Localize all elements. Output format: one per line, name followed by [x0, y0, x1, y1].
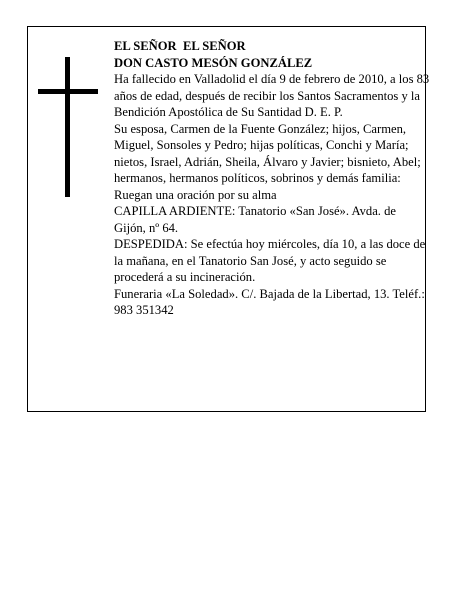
funeral-home-paragraph: Funeraria «La Soledad». C/. Bajada de la Libertad, 13. Teléf.: 983 351342 [114, 286, 425, 317]
funeral-chapel-paragraph: CAPILLA ARDIENTE: Tanatorio «San José». Avda. de Gijón, nº 64. [114, 204, 396, 235]
cross-horizontal-bar [38, 89, 98, 94]
deceased-name: DON CASTO MESÓN GONZÁLEZ [114, 55, 313, 70]
cross-vertical-bar [65, 57, 70, 197]
prayer-request-line: Ruegan una oración por su alma [114, 187, 277, 202]
title-line: EL SEÑOR EL SEÑOR [114, 39, 246, 53]
farewell-paragraph: DESPEDIDA: Se efectúa hoy miércoles, día 10, a las doce de la mañana, en el Tanatorio San José, y acto seguido se procederá a su incineración. [114, 237, 426, 284]
family-paragraph: Su esposa, Carmen de la Fuente González; hijos, Carmen, Miguel, Sonsoles y Pedro; hijas políticas, Conchi y María; nietos, Israel, Adrián, Sheila, Álvaro y Javier; bisnieto, Abel; hermanos, hermanos políticos, sobrinos y demás familia: [114, 121, 421, 185]
cross-icon [38, 57, 98, 197]
obituary-text [114, 38, 430, 319]
death-announcement-paragraph: Ha fallecido en Valladolid el día 9 de febrero de 2010, a los 83 años de edad, después de recibir los Santos Sacramentos y la Bendición Apostólica de Su Santidad D. E. P. [114, 72, 430, 119]
